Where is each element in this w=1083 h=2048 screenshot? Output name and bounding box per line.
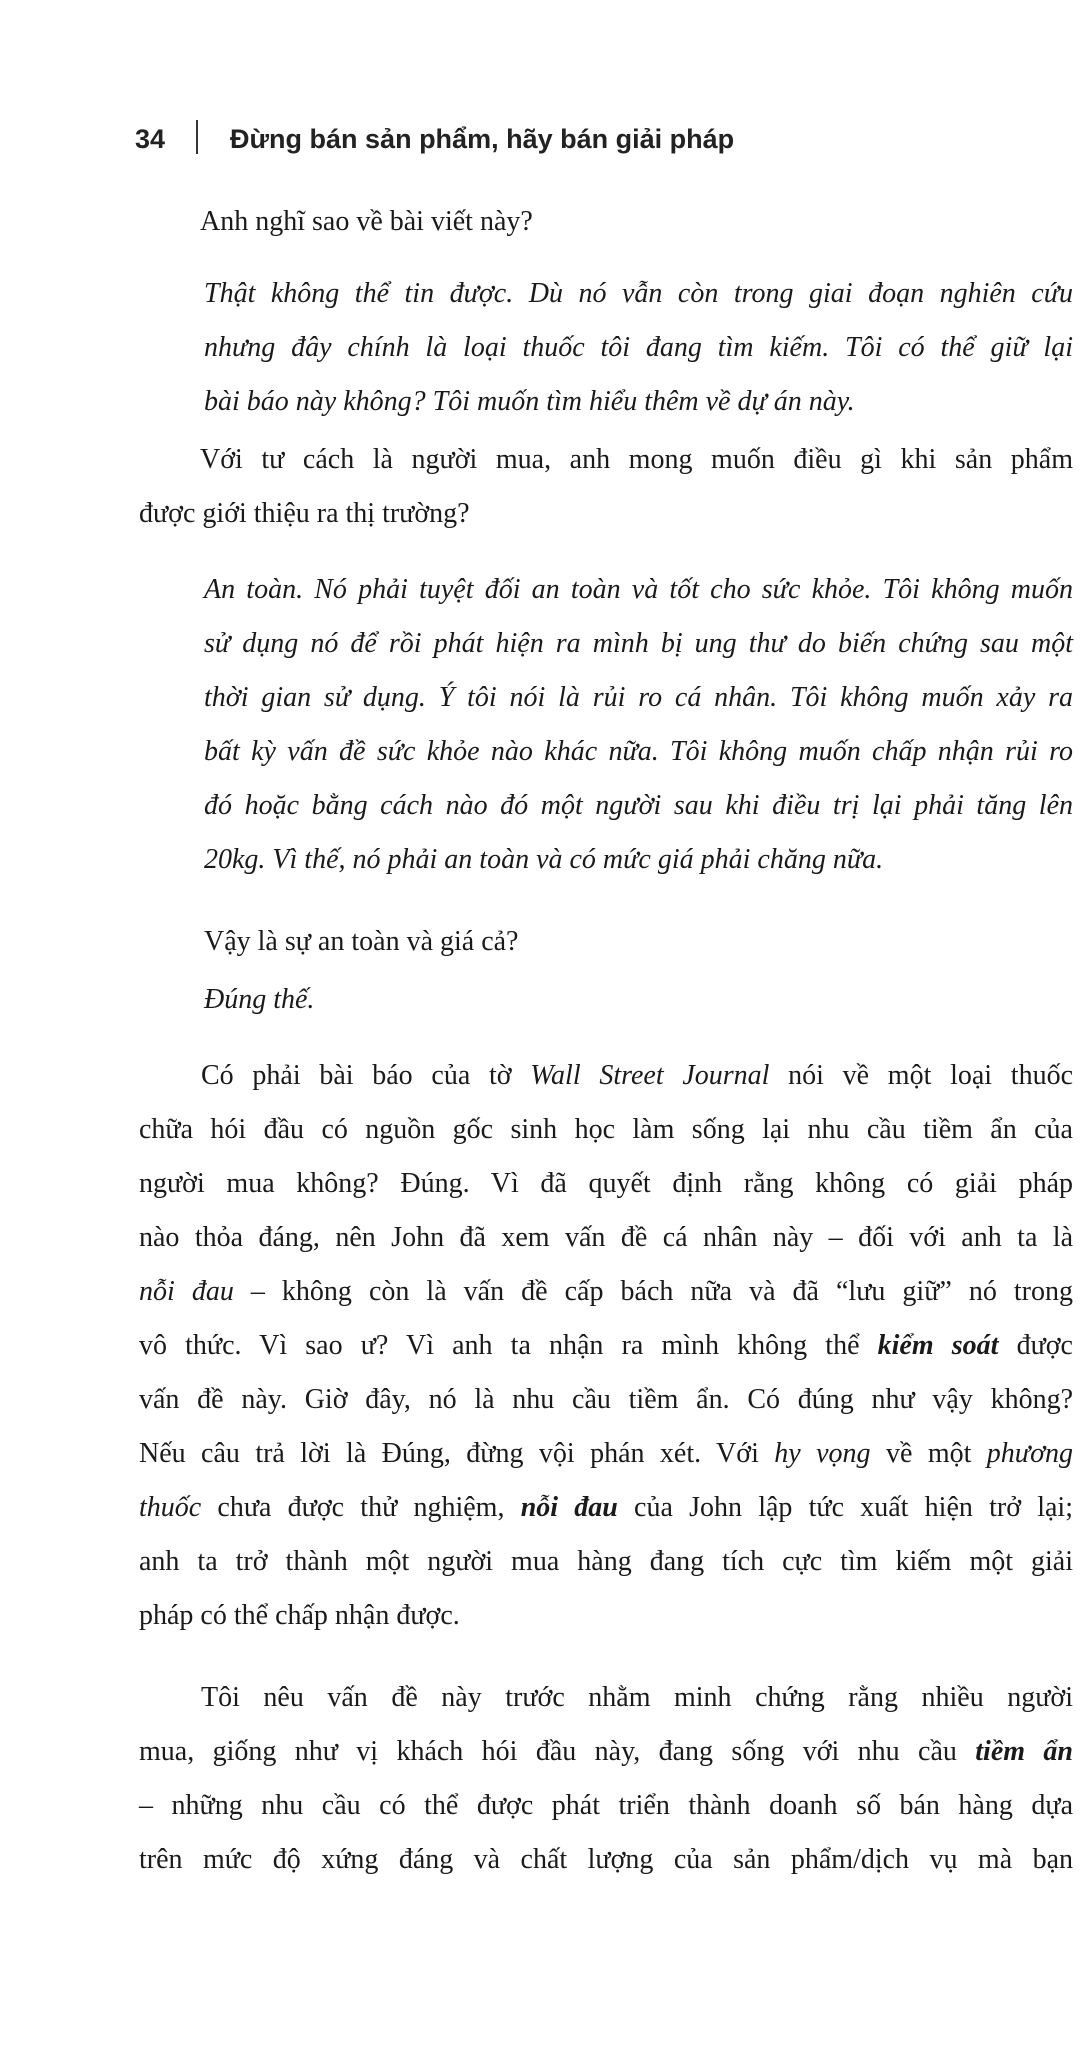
text-line xyxy=(204,973,1073,1027)
text-line xyxy=(139,1103,1073,1157)
emphasized-text: tiềm ẩn xyxy=(975,1736,1073,1767)
text-run: anh ta trở thành một người mua hàng đang tích cực tìm kiếm một giải xyxy=(139,1546,1073,1577)
text-run: về một xyxy=(870,1438,987,1469)
question-paragraph xyxy=(204,915,1073,969)
text-line xyxy=(139,1265,1073,1319)
page-number: 34 xyxy=(135,124,166,154)
text-run: vô thức. Vì sao ư? Vì anh ta nhận ra mình không thể xyxy=(139,1330,878,1361)
text-run: Có phải bài báo của tờ xyxy=(201,1060,531,1091)
header-separator xyxy=(196,120,198,154)
answer-paragraph xyxy=(204,563,1073,887)
text-line xyxy=(200,195,1073,249)
text-run: bài báo này không? Tôi muốn tìm hiểu thêm về dự án này. xyxy=(204,386,855,417)
text-run: pháp có thể chấp nhận được. xyxy=(139,1600,460,1631)
text-run: chữa hói đầu có nguồn gốc sinh học làm sống lại nhu cầu tiềm ẩn của xyxy=(139,1114,1073,1145)
text-line xyxy=(204,563,1073,617)
text-line xyxy=(139,1373,1073,1427)
body-paragraph xyxy=(139,1049,1073,1643)
text-run: người mua không? Đúng. Vì đã quyết định rằng không có giải pháp xyxy=(139,1168,1073,1199)
text-line xyxy=(139,1671,1073,1725)
text-run: An toàn. Nó phải tuyệt đối an toàn và tốt cho sức khỏe. Tôi không muốn xyxy=(204,574,1073,605)
text-line xyxy=(139,1535,1073,1589)
text-run: thời gian sử dụng. Ý tôi nói là rủi ro cá nhân. Tôi không muốn xảy ra xyxy=(204,682,1073,713)
text-line xyxy=(139,1481,1073,1535)
text-line xyxy=(204,375,1073,429)
text-run: Nếu câu trả lời là Đúng, đừng vội phán xét. Với xyxy=(139,1438,775,1469)
text-line xyxy=(204,321,1073,375)
text-line xyxy=(204,725,1073,779)
emphasized-text: Wall Street Journal xyxy=(530,1060,770,1091)
text-line xyxy=(204,671,1073,725)
text-run: bất kỳ vấn đề sức khỏe nào khác nữa. Tôi không muốn chấp nhận rủi ro xyxy=(204,736,1073,767)
emphasized-text: nỗi đau xyxy=(520,1492,618,1523)
text-line xyxy=(139,1725,1073,1779)
text-run: Tôi nêu vấn đề này trước nhằm minh chứng rằng nhiều người xyxy=(201,1682,1073,1713)
text-line xyxy=(139,1157,1073,1211)
text-line xyxy=(204,617,1073,671)
text-run: 20kg. Vì thế, nó phải an toàn và có mức giá phải chăng nữa. xyxy=(204,844,884,875)
answer-paragraph xyxy=(204,267,1073,429)
text-run: Thật không thể tin được. Dù nó vẫn còn trong giai đoạn nghiên cứu xyxy=(204,278,1073,309)
question-paragraph xyxy=(139,433,1073,541)
text-line xyxy=(139,1319,1073,1373)
running-title: Đừng bán sản phẩm, hãy bán giải pháp xyxy=(230,124,735,154)
text-line xyxy=(139,1833,1073,1887)
text-line xyxy=(204,267,1073,321)
text-run: được xyxy=(998,1330,1073,1361)
text-run: nhưng đây chính là loại thuốc tôi đang tìm kiếm. Tôi có thể giữ lại xyxy=(204,332,1073,363)
question-paragraph xyxy=(200,195,1073,249)
text-line xyxy=(204,833,1073,887)
emphasized-text: thuốc xyxy=(139,1492,202,1523)
text-run: Vậy là sự an toàn và giá cả? xyxy=(204,926,519,957)
text-line xyxy=(204,779,1073,833)
text-line xyxy=(139,1427,1073,1481)
body-paragraph xyxy=(139,1671,1073,1887)
emphasized-text: kiểm soát xyxy=(877,1330,999,1361)
text-run: – những nhu cầu có thể được phát triển thành doanh số bán hàng dựa xyxy=(139,1790,1073,1821)
text-line xyxy=(139,487,1073,541)
text-run: nào thỏa đáng, nên John đã xem vấn đề cá nhân này – đối với anh ta là xyxy=(139,1222,1073,1253)
text-run: nói về một loại thuốc xyxy=(769,1060,1074,1091)
answer-paragraph xyxy=(204,973,1073,1027)
text-run: vấn đề này. Giờ đây, nó là nhu cầu tiềm ẩn. Có đúng như vậy không? xyxy=(139,1384,1073,1415)
text-line xyxy=(139,1211,1073,1265)
text-run: chưa được thử nghiệm, xyxy=(201,1492,521,1523)
text-line xyxy=(139,1779,1073,1833)
text-run: Với tư cách là người mua, anh mong muốn điều gì khi sản phẩm xyxy=(200,444,1073,475)
text-run: Đúng thế. xyxy=(204,984,315,1015)
text-run: được giới thiệu ra thị trường? xyxy=(139,498,470,529)
text-run: đó hoặc bằng cách nào đó một người sau khi điều trị lại phải tăng lên xyxy=(204,790,1073,821)
text-run: trên mức độ xứng đáng và chất lượng của sản phẩm/dịch vụ mà bạn xyxy=(139,1844,1073,1875)
text-line xyxy=(139,1049,1073,1103)
text-run: sử dụng nó để rồi phát hiện ra mình bị ung thư do biến chứng sau một xyxy=(204,628,1073,659)
emphasized-text: hy vọng xyxy=(774,1438,871,1469)
text-run: Anh nghĩ sao về bài viết này? xyxy=(200,206,533,237)
text-run: của John lập tức xuất hiện trở lại; xyxy=(617,1492,1073,1523)
emphasized-text: nỗi đau xyxy=(139,1276,234,1307)
text-line xyxy=(139,433,1073,487)
text-run: – không còn là vấn đề cấp bách nữa và đã “lưu giữ” nó trong xyxy=(233,1276,1074,1307)
text-line xyxy=(204,915,1073,969)
text-run: mua, giống như vị khách hói đầu này, đang sống với nhu cầu xyxy=(139,1736,976,1767)
emphasized-text: phương xyxy=(986,1438,1074,1469)
text-line xyxy=(139,1589,1073,1643)
